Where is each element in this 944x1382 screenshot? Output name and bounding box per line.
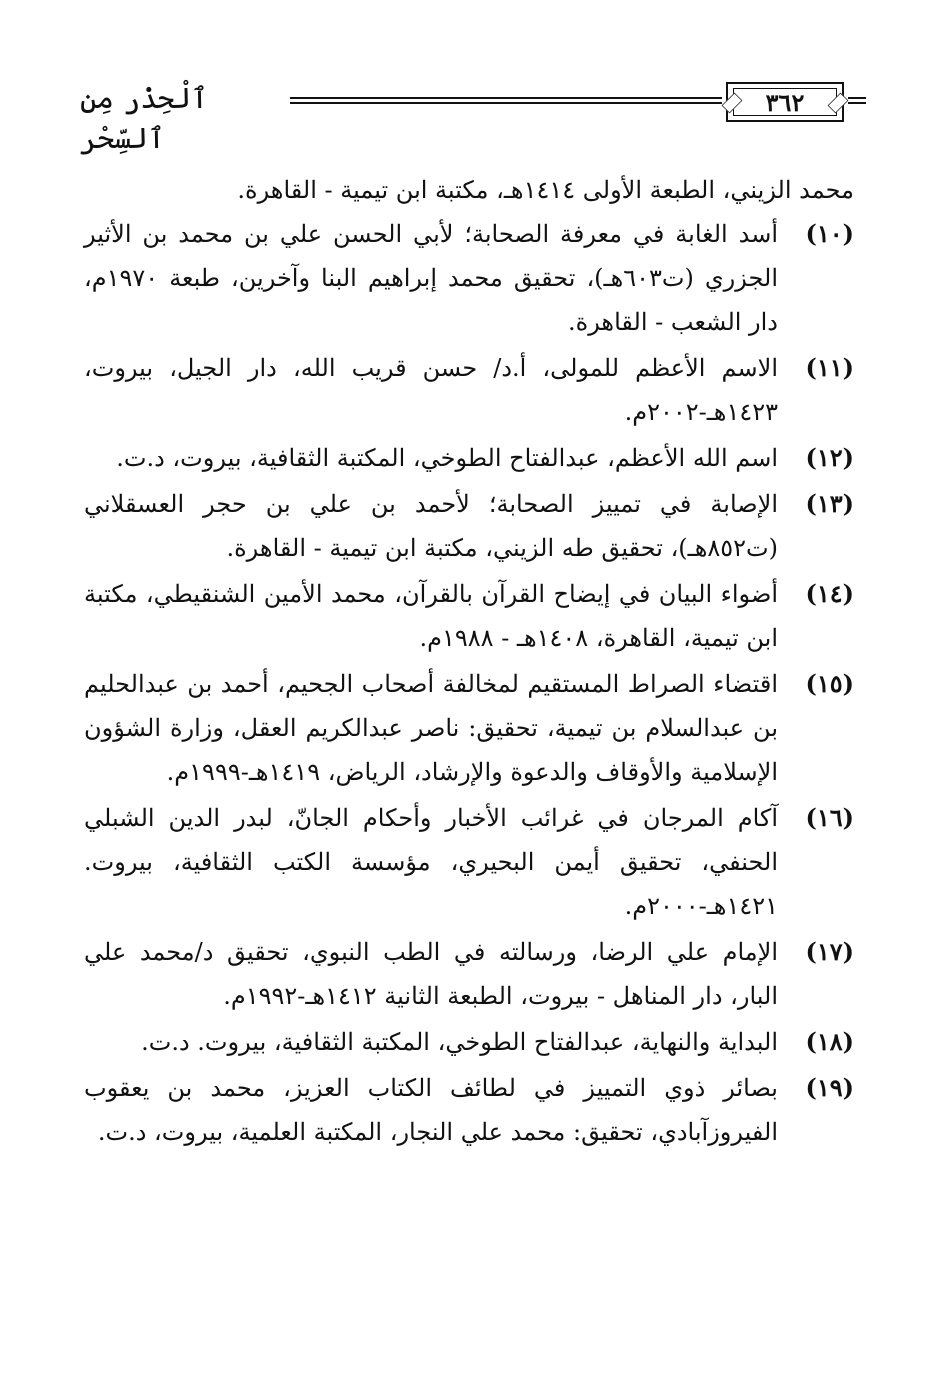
entry-number: (١٧) <box>805 937 854 966</box>
entry-number: (١٥) <box>805 669 854 698</box>
frame-ornament-right <box>828 93 849 114</box>
reference-entry <box>84 662 854 794</box>
page-content <box>84 168 854 1156</box>
reference-entry <box>84 572 854 660</box>
reference-entry <box>84 346 854 434</box>
entry-number: (١٦) <box>805 803 854 832</box>
entry-number: (١٩) <box>805 1073 854 1102</box>
entry-text: الإمام علي الرضا، ورسالته في الطب النبوي، تحقيق د/محمد علي البار، دار المناهل - بيروت، الطبعة الثانية ١٤١٢هـ-١٩٩٢م. <box>84 938 778 1010</box>
page-number: ٣٦٢ <box>765 87 805 117</box>
entry-text: بصائر ذوي التمييز في لطائف الكتاب العزيز، محمد بن يعقوب الفيروزآبادي، تحقيق: محمد علي النجار، المكتبة العلمية، بيروت، د.ت. <box>84 1074 778 1146</box>
reference-entry <box>84 930 854 1018</box>
entry-number: (١٣) <box>805 489 854 518</box>
entry-text: أسد الغابة في معرفة الصحابة؛ لأبي الحسن علي بن محمد بن الأثير الجزري (ت٦٠٣هـ)، تحقيق محمد إبراهيم البنا وآخرين، طبعة ١٩٧٠م، دار الشعب - القاهرة. <box>84 220 778 336</box>
page-header <box>80 72 866 155</box>
entry-number: (١٨) <box>805 1027 854 1056</box>
entry-text: الاسم الأعظم للمولى، أ.د/ حسن قريب الله، دار الجيل، بيروت، ١٤٢٣هـ-٢٠٠٢م. <box>84 354 778 426</box>
reference-entry <box>84 436 854 480</box>
entry-number: (١٤) <box>805 579 854 608</box>
reference-entry <box>84 482 854 570</box>
reference-entry <box>84 796 854 928</box>
reference-entry <box>84 1020 854 1064</box>
entry-text: البداية والنهاية، عبدالفتاح الطوخي، المكتبة الثقافية، بيروت. د.ت. <box>141 1028 778 1056</box>
entry-text: الإصابة في تمييز الصحابة؛ لأحمد بن علي بن حجر العسقلاني (ت٨٥٢هـ)، تحقيق طه الزيني، مكتبة ابن تيمية - القاهرة. <box>84 490 778 562</box>
entry-text: اسم الله الأعظم، عبدالفتاح الطوخي، المكتبة الثقافية، بيروت، د.ت. <box>116 444 778 472</box>
header-rule-left <box>290 97 722 99</box>
entry-text: اقتضاء الصراط المستقيم لمخالفة أصحاب الجحيم، أحمد بن عبدالحليم بن عبدالسلام بن تيمية، تحقيق: ناصر عبدالكريم العقل، وزارة الشؤون الإسلامية والأوقاف والدعوة والإرشاد، الرياض، ١٤١٩هـ-١٩٩٩م. <box>84 670 778 786</box>
page-number-frame <box>726 82 844 122</box>
entry-number: (١١) <box>805 353 854 382</box>
entry-number: (١٠) <box>805 219 854 248</box>
frame-ornament-left <box>722 93 743 114</box>
entry-number: (١٢) <box>805 443 854 472</box>
continuation-text: محمد الزيني، الطبعة الأولى ١٤١٤هـ، مكتبة ابن تيمية - القاهرة. <box>237 176 854 204</box>
reference-entry <box>84 1066 854 1154</box>
running-title: ٱلْحِذْر مِن ٱلسِّحْر <box>80 81 209 155</box>
header-rule-right <box>848 97 866 99</box>
entry-text: آكام المرجان في غرائب الأخبار وأحكام الجانّ، لبدر الدين الشبلي الحنفي، تحقيق أيمن البحيري، مؤسسة الكتب الثقافية، بيروت. ١٤٢١هـ-٢٠٠٠م. <box>84 804 779 920</box>
reference-entry <box>84 212 854 344</box>
entry-text: أضواء البيان في إيضاح القرآن بالقرآن، محمد الأمين الشنقيطي، مكتبة ابن تيمية، القاهرة، ١٤٠٨هـ - ١٩٨٨م. <box>84 580 778 652</box>
